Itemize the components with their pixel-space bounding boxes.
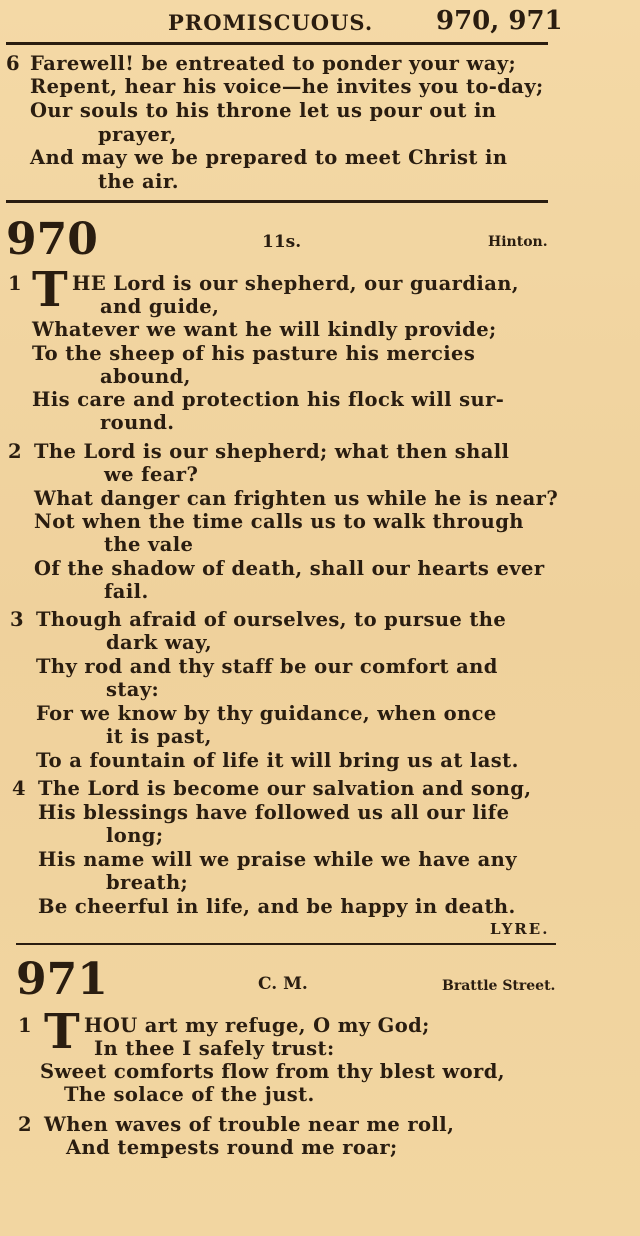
verse-line: breath; <box>106 871 189 894</box>
verse-line: we fear? <box>104 463 199 486</box>
verse-number: 3 <box>10 608 24 631</box>
running-header <box>0 6 640 38</box>
verse-line: When waves of trouble near me roll, <box>44 1113 455 1136</box>
verse-number: 2 <box>18 1113 32 1136</box>
hymn-divider <box>6 200 548 203</box>
verse-line: Sweet comforts flow from thy blest word, <box>40 1060 505 1083</box>
verse-line: the vale <box>104 533 194 556</box>
verse-line: HOU art my refuge, O my God; <box>84 1014 430 1037</box>
verse-line: Be cheerful in life, and be happy in death. <box>38 895 516 918</box>
verse-line: Not when the time calls us to walk through <box>34 510 524 533</box>
verse-line: His blessings have followed us all our life <box>38 801 510 824</box>
verse-line: Thy rod and thy staff be our comfort and <box>36 655 498 678</box>
verse-line: Our souls to his throne let us pour out in <box>30 99 497 122</box>
verse-line: long; <box>106 824 164 847</box>
verse-line: round. <box>100 411 175 434</box>
verse-line: To the sheep of his pasture his mercies <box>32 342 476 365</box>
verse-line: The solace of the just. <box>64 1083 315 1106</box>
verse-line: Of the shadow of death, shall our hearts ever <box>34 557 545 580</box>
verse-number: 1 <box>8 272 22 295</box>
section-title: PROMISCUOUS. <box>168 10 374 35</box>
verse-line: prayer, <box>98 123 177 146</box>
verse-line: it is past, <box>106 725 212 748</box>
hymn-number: 970 <box>6 214 98 265</box>
hymn-meter: C. M. <box>258 974 308 994</box>
tune-name: Brattle Street. <box>442 978 556 994</box>
verse-line: In thee I safely trust: <box>94 1037 335 1060</box>
verse-line: His care and protection his flock will sur- <box>32 388 505 411</box>
verse-line: For we know by thy guidance, when once <box>36 702 497 725</box>
verse-line: abound, <box>100 365 191 388</box>
verse-line: The Lord is become our salvation and song, <box>38 777 532 800</box>
verse-line: Though afraid of ourselves, to pursue the <box>36 608 507 631</box>
hymn-meter: 11s. <box>262 232 302 252</box>
header-rule <box>6 42 548 45</box>
verse-line: And tempests round me roar; <box>66 1136 398 1159</box>
hymn-divider <box>16 943 556 945</box>
verse-line: What danger can frighten us while he is near? <box>34 487 559 510</box>
verse-line: and guide, <box>100 295 220 318</box>
tune-name: Hinton. <box>488 234 548 250</box>
page-hymn-numbers: 970, 971 <box>436 6 563 36</box>
verse-number: 2 <box>8 440 22 463</box>
verse-line: fail. <box>104 580 149 603</box>
verse-line: stay: <box>106 678 160 701</box>
verse-line: His name will we praise while we have any <box>38 848 517 871</box>
verse-number: 1 <box>18 1014 32 1037</box>
verse-line: To a fountain of life it will bring us at last. <box>36 749 519 772</box>
drop-cap: T <box>32 262 68 318</box>
verse-line: Farewell! be entreated to ponder your way; <box>30 52 517 75</box>
hymn-number: 971 <box>16 954 108 1005</box>
verse-number: 4 <box>12 777 26 800</box>
verse-line: Whatever we want he will kindly provide; <box>32 318 497 341</box>
drop-cap: T <box>44 1004 80 1060</box>
verse-line: the air. <box>98 170 179 193</box>
verse-line: dark way, <box>106 631 213 654</box>
verse-line: The Lord is our shepherd; what then shall <box>34 440 510 463</box>
verse-line: Repent, hear his voice—he invites you to-day; <box>30 75 544 98</box>
verse-line: HE Lord is our shepherd, our guardian, <box>72 272 519 295</box>
verse-line: And may we be prepared to meet Christ in <box>30 146 508 169</box>
verse-number: 6 <box>6 52 20 75</box>
hymn-attribution: LYRE. <box>490 920 550 938</box>
